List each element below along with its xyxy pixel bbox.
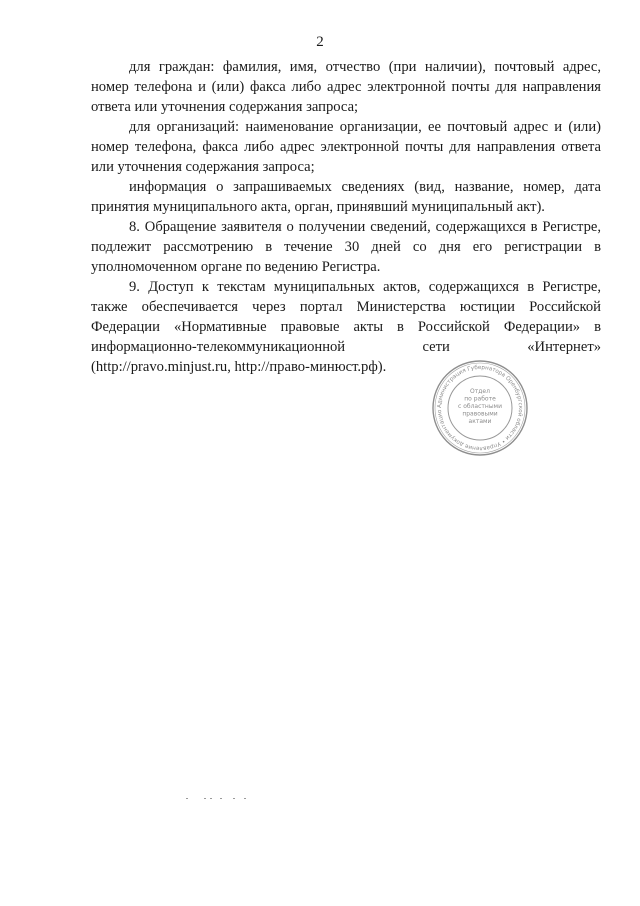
scan-specks	[186, 796, 256, 802]
stamp-center-line: Отдел	[470, 388, 490, 395]
page-number: 2	[316, 34, 324, 50]
stamp-center-line: правовыми	[462, 410, 498, 418]
document-body	[91, 57, 601, 377]
stamp-center-line: с областными	[458, 403, 502, 410]
stamp-seal-graphic	[430, 358, 530, 458]
stamp-ring-text: Администрация Губернатора Оренбургской области • Управление документацио	[436, 364, 524, 452]
paragraph-citizens-requisites: для граждан: фамилия, имя, отчество (при наличии), почтовый адрес, номер телефона и (или) факса либо адрес электронной почты для направления ответа или уточнения содержания запроса;	[91, 59, 601, 115]
paragraph-item-9: 9. Доступ к текстам муниципальных актов, содержащихся в Регистре, также обеспечивается через портал Министерства юстиции Российской Федерации «Нормативные правовые акты в Российской Федерации» в информационно-телекоммуникационной сети «Интернет»	[91, 279, 601, 355]
paragraph-requested-info: информация о запрашиваемых сведениях (вид, название, номер, дата принятия муниципального акта, орган, принявший муниципальный акт).	[91, 179, 601, 215]
official-stamp	[430, 358, 530, 458]
stamp-center-line: актами	[468, 418, 492, 425]
paragraph-item-9-urls: (http://pravo.minjust.ru, http://право-минюст.рф).	[91, 359, 387, 375]
stamp-center-text	[458, 388, 502, 425]
paragraph-organizations-requisites: для организаций: наименование организации, ее почтовый адрес и (или) номер телефона, факса либо адрес электронной почты для направления ответа или уточнения содержания запроса;	[91, 119, 601, 175]
paragraph-item-8: 8. Обращение заявителя о получении сведений, содержащихся в Регистре, подлежит рассмотрению в течение 30 дней со дня его регистрации в уполномоченном органе по ведению Регистра.	[91, 219, 601, 275]
stamp-center-line: по работе	[464, 395, 496, 403]
